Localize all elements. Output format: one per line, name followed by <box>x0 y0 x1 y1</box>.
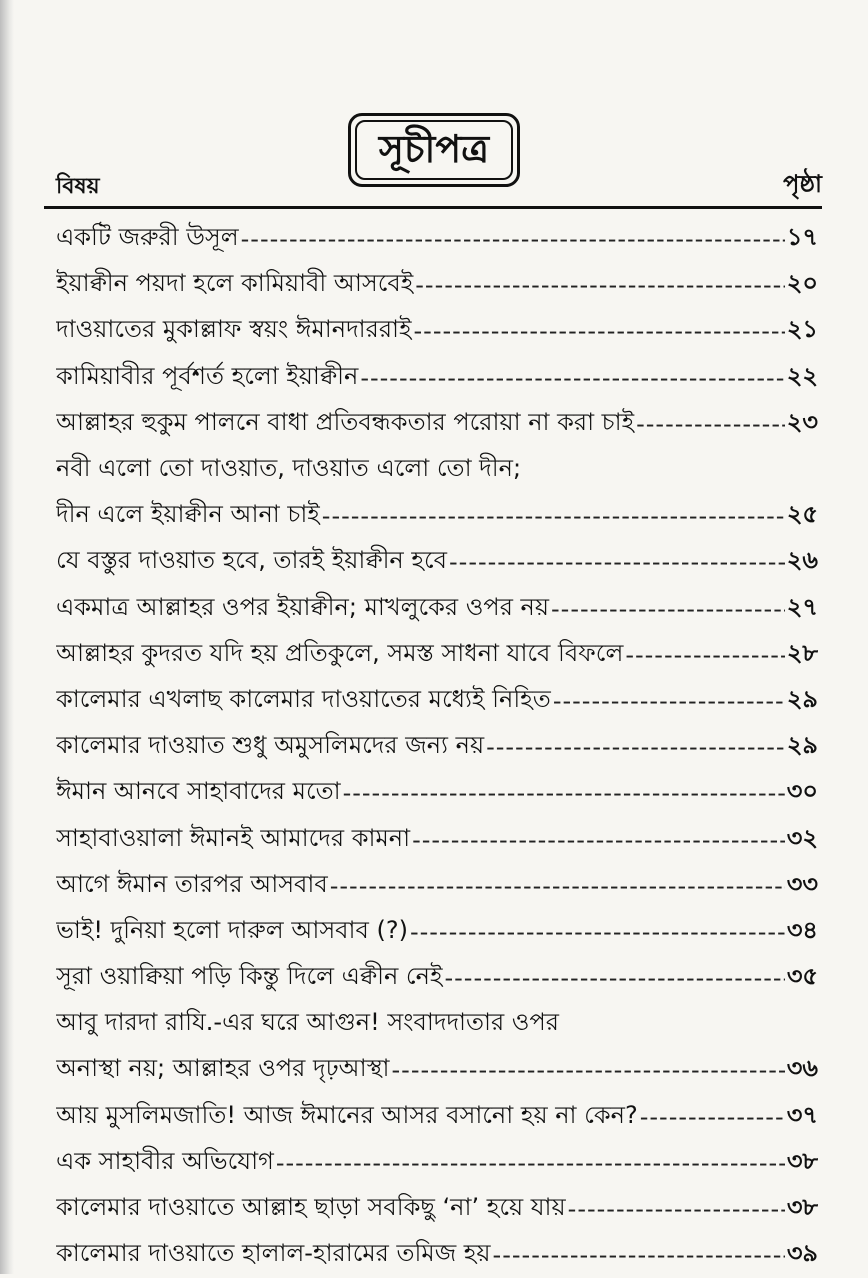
toc-entry-page: ৩৫ <box>786 962 818 991</box>
toc-entry <box>56 262 818 308</box>
toc-entry <box>56 447 818 493</box>
toc-entry <box>56 308 818 354</box>
toc-entry-page: ২৬ <box>786 546 818 575</box>
toc-entry-title: এক সাহাবীর অভিযোগ <box>56 1146 274 1175</box>
dot-leader <box>410 918 785 946</box>
page-edge <box>0 0 14 1274</box>
toc-entry-page: ২৯ <box>786 684 818 713</box>
dot-leader <box>625 641 784 669</box>
toc-entry-title: সূরা ওয়াক্বিয়া পড়ি কিন্তু দিলে এক্বীন নেই <box>56 962 443 991</box>
dot-leader <box>640 1103 785 1131</box>
toc-entry-title: ঈমান আনবে সাহাবাদের মতো <box>56 777 341 806</box>
toc-entry <box>56 632 818 678</box>
toc-entry <box>56 816 818 862</box>
toc-entry-title: আয় মুসলিমজাতি! আজ ঈমানের আসর বসানো হয় না কেন? <box>56 1100 638 1129</box>
toc-list <box>56 216 818 1278</box>
toc-entry-title: কালেমার দাওয়াত শুধু অমুসলিমদের জন্য নয় <box>56 731 485 760</box>
toc-entry-title: আগে ঈমান তারপর আসবাব <box>56 869 328 898</box>
toc-entry <box>56 770 818 816</box>
toc-entry-page: ৩৭ <box>786 1100 818 1129</box>
toc-entry <box>56 863 818 909</box>
toc-entry <box>56 586 818 632</box>
toc-entry-title: কালেমার এখলাছ কালেমার দাওয়াতের মধ্যেই নিহিত <box>56 684 551 713</box>
dot-leader <box>493 1241 785 1269</box>
toc-entry-title: কামিয়াবীর পূর্বশর্ত হলো ইয়াক্বীন <box>56 361 359 390</box>
dot-leader <box>343 779 785 807</box>
subject-column-label: বিষয় <box>56 174 100 199</box>
toc-entry-page: ৩৮ <box>786 1193 818 1222</box>
dot-leader <box>276 1149 785 1177</box>
page-title: সূচীপত্র <box>355 120 513 180</box>
page-column-label: পৃষ্ঠা <box>783 170 822 198</box>
toc-entry <box>56 1140 818 1186</box>
toc-entry-title: একমাত্র আল্লাহর ওপর ইয়াক্বীন; মাখলুকের ওপর নয় <box>56 592 550 621</box>
toc-entry-title: একটি জরুরী উসূল <box>56 223 239 252</box>
toc-entry <box>56 1094 818 1140</box>
toc-entry <box>56 1047 818 1093</box>
toc-entry-page: ৩০ <box>786 777 818 806</box>
toc-entry <box>56 216 818 262</box>
toc-entry-title: নবী এলো তো দাওয়াত, দাওয়াত এলো তো দীন; <box>56 454 522 483</box>
toc-entry-title: ইয়াক্বীন পয়দা হলে কামিয়াবী আসবেই <box>56 269 414 298</box>
toc-entry <box>56 1001 818 1047</box>
toc-entry <box>56 493 818 539</box>
toc-entry-page: ৩৩ <box>786 869 818 898</box>
toc-entry <box>56 1186 818 1232</box>
toc-entry-title: অনাস্থা নয়; আল্লাহর ওপর দৃঢ়আস্থা <box>56 1054 390 1083</box>
toc-entry-title: সাহাবাওয়ালা ঈমানই আমাদের কামনা <box>56 823 411 852</box>
toc-entry-title: দাওয়াতের মুকাল্লাফ স্বয়ং ঈমানদাররাই <box>56 315 412 344</box>
dot-leader <box>444 964 784 992</box>
dot-leader <box>360 364 784 392</box>
toc-entry-page: ২৩ <box>786 407 818 436</box>
dot-leader <box>486 733 785 761</box>
toc-entry-page: ২৫ <box>786 500 818 529</box>
toc-entry-title: আল্লাহর হুকুম পালনে বাধা প্রতিবন্ধকতার পরোয়া না করা চাই <box>56 407 635 436</box>
toc-entry <box>56 401 818 447</box>
toc-entry-page: ২০ <box>786 269 818 298</box>
toc-entry-page: ৩৬ <box>786 1054 818 1083</box>
dot-leader <box>568 1195 785 1223</box>
toc-entry-page: ২৭ <box>786 592 818 621</box>
toc-entry-title: ভাই! দুনিয়া হলো দারুল আসবাব (?) <box>56 915 408 944</box>
dot-leader <box>553 687 785 715</box>
dot-leader <box>392 1056 785 1084</box>
toc-entry <box>56 539 818 585</box>
dot-leader <box>412 826 785 854</box>
toc-entry-page: ২৮ <box>786 638 818 667</box>
toc-entry-page: ৩২ <box>786 823 818 852</box>
toc-entry <box>56 909 818 955</box>
dot-leader <box>551 595 785 623</box>
dot-leader <box>636 410 785 438</box>
toc-entry <box>56 724 818 770</box>
toc-entry-title: কালেমার দাওয়াতে আল্লাহ ছাড়া সবকিছু ‘না’ হয়ে যায় <box>56 1193 566 1222</box>
toc-entry-page: ২২ <box>786 361 818 390</box>
dot-leader <box>322 502 785 530</box>
toc-entry-page: ২৯ <box>786 731 818 760</box>
toc-entry-page: ২১ <box>786 315 818 344</box>
toc-entry-title: দীন এলে ইয়াক্বীন আনা চাই <box>56 500 320 529</box>
toc-entry-title: যে বস্তুর দাওয়াত হবে, তারই ইয়াক্বীন হবে <box>56 546 447 575</box>
dot-leader <box>330 872 785 900</box>
toc-entry-page: ৩৪ <box>786 915 818 944</box>
toc-entry-page: ৩৮ <box>786 1146 818 1175</box>
toc-entry <box>56 1232 818 1278</box>
dot-leader <box>414 317 785 345</box>
header-divider <box>44 206 822 209</box>
toc-entry-page: ৩৯ <box>786 1239 818 1268</box>
toc-entry-title: কালেমার দাওয়াতে হালাল-হারামের তমিজ হয় <box>56 1239 491 1268</box>
toc-entry-title: আল্লাহর কুদরত যদি হয় প্রতিকুলে, সমস্ত সাধনা যাবে বিফলে <box>56 638 624 667</box>
toc-entry <box>56 355 818 401</box>
dot-leader <box>415 271 785 299</box>
toc-entry-title: আবু দারদা রাযি.-এর ঘরে আগুন! সংবাদদাতার ওপর <box>56 1008 559 1037</box>
column-header <box>38 170 822 206</box>
toc-entry <box>56 678 818 724</box>
toc-entry-page: ১৭ <box>786 223 818 252</box>
dot-leader <box>241 225 785 253</box>
dot-leader <box>449 548 785 576</box>
toc-entry <box>56 955 818 1001</box>
